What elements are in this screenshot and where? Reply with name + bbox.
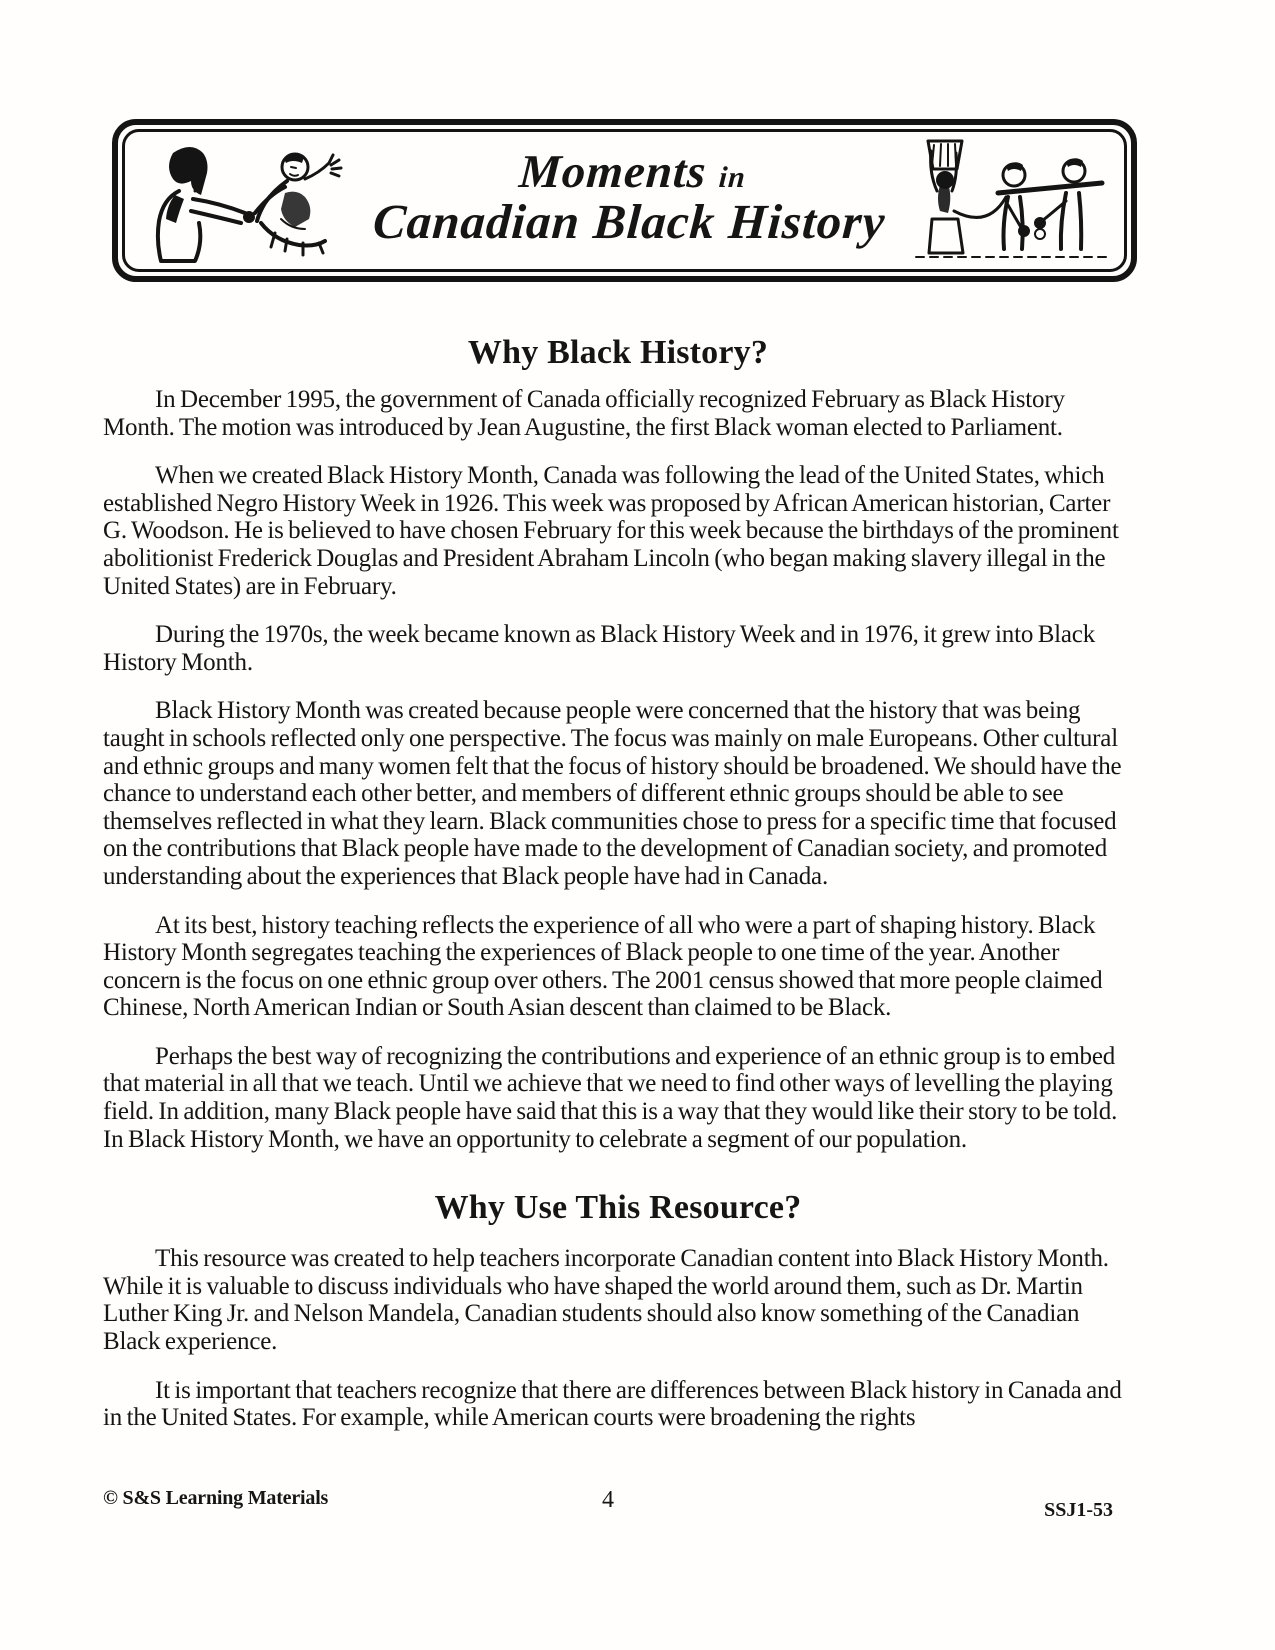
slave-coffle-illustration — [902, 135, 1114, 267]
paragraph: At its best, history teaching reflects the experience of all who were a part of shaping history. Black History Month segregates teaching the experiences of Black people to one time of the year. Another concern is the focus on one ethnic group over others. The 2001 census showed that more people claimed Chinese, North American Indian or South Asian descent than claimed to be Black. — [103, 911, 1103, 1022]
paragraph: This resource was created to help teachers incorporate Canadian content into Black History Month. While it is valuable to discuss individuals who have shaped the world around them, such as Dr. Martin Luther King Jr. and Nelson Mandela, Canadian students should also know something of the Canadian Black experience. — [103, 1245, 1109, 1356]
slave-capture-illustration — [135, 135, 360, 267]
paragraph: It is important that teachers recognize that there are differences between Black history in Canada and in the United States. For example, while American courts were broadening the rights — [103, 1376, 1122, 1432]
paragraph: When we created Black History Month, Canada was following the lead of the United States, which established Negro History Week in 1926. This week was proposed by African American historian, Carter G. Woodson. He is believed to have chosen February for this week because the birthdays of the prominent abolitionist Frederick Douglas and President Abraham Lincoln (who began making slavery illegal in the United States) are in February. — [103, 462, 1119, 600]
document-code: SSJ1-53 — [1044, 1499, 1114, 1521]
document-body — [103, 282, 1133, 1432]
paragraph: In December 1995, the government of Canada officially recognized February as Black History Month. The motion was introduced by Jean Augustine, the first Black woman elected to Parliament. — [103, 386, 1065, 441]
section-heading-why-black-history: Why Black History? — [467, 334, 769, 371]
paragraph: Black History Month was created because people were concerned that the history that was being taught in schools reflected only one perspective. The focus was mainly on male Europeans. Other cultural and ethnic groups and many women felt that the focus of history should be broadened. We should have the chance to understand each other better, and members of different ethnic groups should be able to see themselves reflected in what they learn. Black communities chose to press for a specific time that focused on the contributions that Black people have made to the development of Canadian society, and promoted understanding about the experiences that Black people have had in Canada. — [103, 697, 1122, 890]
title-banner — [112, 119, 1137, 282]
banner-title-line1 — [360, 145, 905, 198]
page-footer — [103, 1487, 1123, 1522]
paragraph: During the 1970s, the week became known as Black History Week and in 1976, it grew into Black History Month. — [103, 621, 1096, 676]
copyright-notice: © S&S Learning Materials — [103, 1487, 329, 1509]
title-banner-inner-frame — [122, 129, 1127, 272]
section-heading-why-use-this-resource: Why Use This Resource? — [434, 1189, 802, 1227]
page-number: 4 — [602, 1487, 614, 1513]
banner-title-line2: Canadian Black History — [371, 193, 888, 249]
paragraph: Perhaps the best way of recognizing the contributions and experience of an ethnic group is to embed that material in all that we teach. Until we achieve that we need to find other ways of levelling the playing field. In addition, many Black people have said that this is a way that they would like their story to be told. In Black History Month, we have an opportunity to celebrate a segment of our population. — [103, 1042, 1118, 1153]
banner-title — [357, 145, 906, 249]
banner-title-word-small: in — [717, 160, 748, 194]
banner-title-word-main: Moments — [517, 145, 709, 198]
